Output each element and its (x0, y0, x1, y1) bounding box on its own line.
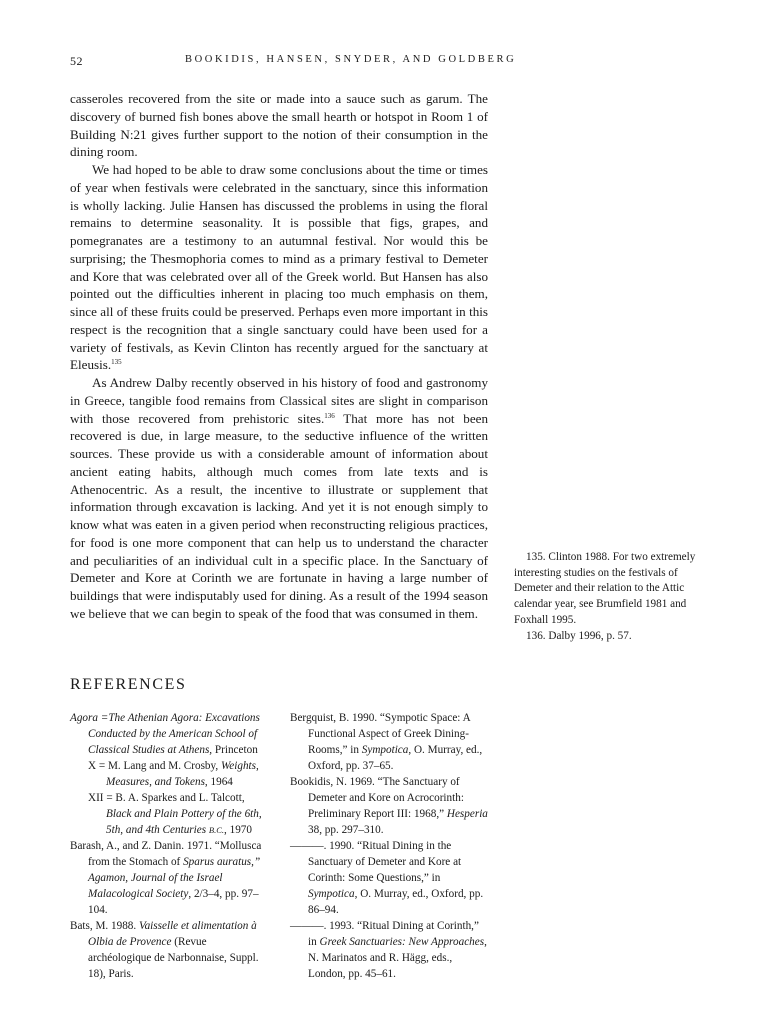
ref-title: Sympotica (308, 888, 355, 900)
reference-entry-bats (70, 918, 270, 982)
ref-title: Weights, Measures, and Tokens (106, 760, 259, 788)
ref-title: Hesperia (446, 808, 488, 820)
running-head: BOOKIDIS, HANSEN, SNYDER, AND GOLDBERG (185, 54, 517, 65)
reference-entry-bookidis-1969 (290, 774, 490, 838)
ref-text: X = M. Lang and M. Crosby, (88, 760, 221, 772)
references-column-right (290, 710, 490, 982)
reference-entry-agora-x (70, 758, 270, 790)
ref-text: Princeton (212, 744, 258, 756)
ref-text: XII = B. A. Sparkes and L. Talcott, (88, 792, 245, 804)
ref-text: ———. 1990. “Ritual Dining in the Sanctuary of Demeter and Kore at Corinth: Some Questions,” in (290, 840, 462, 884)
ref-title: Sympotica (361, 744, 409, 756)
reference-entry-agora (70, 710, 270, 758)
footnote-ref-135[interactable]: 135 (111, 358, 122, 367)
ref-title: Sparus auratus,” Agamon, Journal of the Israel Malacological Society (88, 856, 261, 900)
references-column-left (70, 710, 270, 982)
reference-entry-bookidis-1990 (290, 838, 490, 918)
paragraph-2 (70, 161, 488, 374)
paragraph-1-text: casseroles recovered from the site or made into a sauce such as garum. The discovery of burned fish bones above the small hearth or hotspot in Room 1 of Building N:21 gives further support to the notion of their consumption in the dining room. (70, 91, 488, 160)
footnote-135: 135. Clinton 1988. For two extremely interesting studies on the festivals of Demeter and their relation to the Attic calendar year, see Brumfield 1981 and Foxhall 1995. (514, 551, 696, 626)
footnote-136: 136. Dalby 1996, p. 57. (526, 629, 632, 642)
paragraph-3-text-a: As Andrew Dalby recently observed in his history of food and gastronomy in Greece, tangible food remains from Classical sites are slight in comparison with those recovered from prehistoric sites. (70, 375, 488, 426)
ref-text: , O. Murray, ed., Oxford, pp. 37–65. (308, 744, 483, 772)
page-number: 52 (70, 54, 83, 68)
ref-text: , 1970 (224, 824, 252, 836)
ref-text: (Revue archéologique de Narbonnaise, Suppl. 18), Paris. (88, 936, 259, 980)
ref-text: , 2/3–4, pp. 97–104. (88, 888, 259, 916)
paragraph-3 (70, 374, 488, 623)
ref-text: 38, pp. 297–310. (308, 824, 384, 836)
ref-title: Vaisselle et alimentation à Olbia de Provence (88, 920, 257, 948)
reference-entry-bergquist (290, 710, 490, 774)
footnotes (514, 550, 708, 644)
ref-text: Bookidis, N. 1969. “The Sanctuary of Demeter and Kore on Acrocorinth: Preliminary Report III: 1968,” (290, 776, 464, 820)
ref-title: Greek Sanctuaries: New Approaches (319, 936, 485, 948)
ref-text: , 1964 (204, 776, 233, 788)
reference-entry-bookidis-1993 (290, 918, 490, 982)
ref-text: ———. 1993. “Ritual Dining at Corinth,” in (290, 920, 479, 948)
paragraph-2-text: We had hoped to be able to draw some conclusions about the time or times of year when festivals were celebrated in the sanctuary, since this information is wholly lacking. Julie Hansen has discussed the problems in using the floral remains to determine seasonality. It is possible that figs, grapes, and pomegranates are a testimony to an autumnal festival. Nor would this be surprising; the Thesmophoria comes to mind as a primary festival to Demeter and Kore that was celebrated over all of the Greek world. But Hansen has also pointed out the difficulties inherent in placing too much emphasis on them, since all of these fruits could be preserved. Perhaps even more important in this respect is the recognition that a single sanctuary could have been used for a variety of festivals, as Kevin Clinton has recently argued for the sanctuary at Eleusis. (70, 162, 488, 373)
main-text (70, 90, 488, 623)
reference-entry-agora-xii (70, 790, 270, 838)
reference-entry-barash (70, 838, 270, 918)
ref-text: , O. Murray, ed., Oxford, pp. 86–94. (308, 888, 484, 916)
ref-era: B.C. (208, 825, 224, 835)
ref-text: Bergquist, B. 1990. “Sympotic Space: A Functional Aspect of Greek Dining-Rooms,” in (290, 712, 471, 756)
paragraph-3-text-b: That more has not been recovered is due, in large measure, to the seductive influence of the written sources. These provide us with a considerable amount of information about ancient eating habits, although much comes from late texts and is Athenocentric. As a result, the incentive to illustrate or supplement that information through excavation is lacking. And yet it is not enough simply to know what was eaten in a given period when reconstructing religious practices, for food is one more component that can help us to understand the character and peculiarities of an individual cult in a specific place. In the Sanctuary of Demeter and Kore at Corinth we are fortunate in having a large number of buildings that were indisputably used for dining. As a result of the 1994 season we believe that we can begin to speak of the food that was consumed in them. (70, 410, 489, 621)
ref-title: Black and Plain Pottery of the 6th, 5th, and 4th Centuries (106, 808, 262, 836)
ref-text: Bats, M. 1988. (70, 920, 139, 932)
references-heading: REFERENCES (70, 676, 187, 693)
ref-title: The Athenian Agora: Excavations Conducted by the American School of Classical Studies at Athens, (88, 712, 260, 756)
paragraph-1 (70, 90, 488, 161)
ref-text: Barash, A., and Z. Danin. 1971. “Mollusca from the Stomach of (70, 840, 262, 868)
ref-text: , N. Marinatos and R. Hägg, eds., London, pp. 45–61. (308, 936, 487, 980)
ref-text: Agora = (70, 712, 109, 724)
footnote-ref-136[interactable]: 136 (324, 411, 335, 420)
